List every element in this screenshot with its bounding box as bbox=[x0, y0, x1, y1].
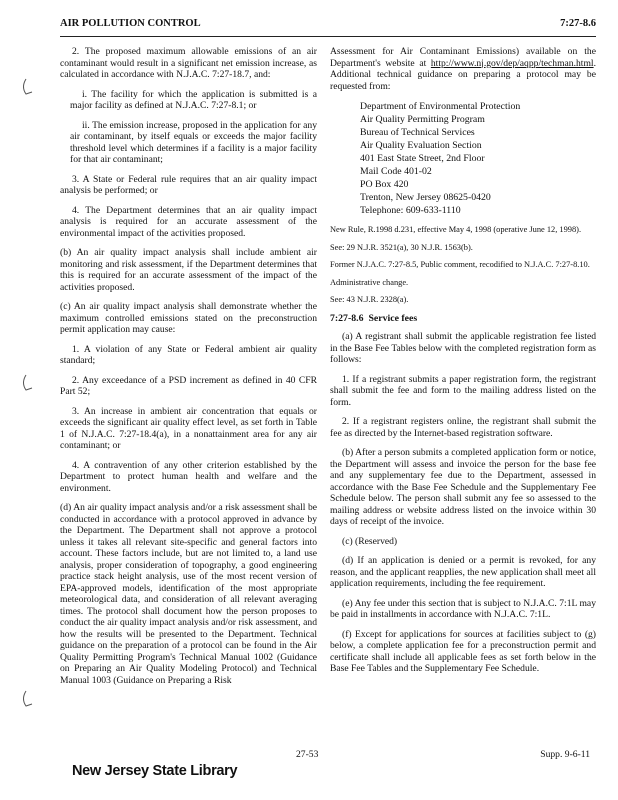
section-title: Service fees bbox=[368, 312, 418, 324]
paragraph-fee-a: (a) A registrant shall submit the applicable registration fee listed in the Base Fee Tables below with the completed registration form as follows: bbox=[330, 331, 596, 366]
paragraph-fee-c: (c) (Reserved) bbox=[342, 535, 398, 547]
paragraph-fee-d: (d) If an application is denied or a permit is revoked, for any reason, and the applicant reapplies, the new application shall meet all application requirements, including the fee requirement. bbox=[330, 555, 596, 590]
paragraph-c: (c) An air quality impact analysis shall demonstrate whether the maximum controlled emissions stated on the preconstruction permit application may cause: bbox=[60, 301, 317, 335]
left-column bbox=[60, 46, 317, 694]
paragraph-a2-ii: ii. The emission increase, proposed in the application for any air contaminant, by itself equals or exceeds the major facility threshold level which determines if a facility is a major facility for that air contaminant; bbox=[70, 119, 317, 165]
address-line: Mail Code 401-02 bbox=[360, 166, 432, 177]
margin-bracket-mark bbox=[20, 374, 34, 392]
section-number: 7:27-8.6 bbox=[330, 312, 364, 324]
paragraph-a2: 2. The proposed maximum allowable emissions of an air contaminant would result in a significant net emission increase, as calculated in accordance with N.J.A.C. 7:27-18.7, and: bbox=[60, 46, 317, 80]
paragraph-c2: 2. Any exceedance of a PSD increment as defined in 40 CFR Part 52; bbox=[60, 374, 317, 397]
paragraph-d-continued: Assessment for Air Contaminant Emissions) available on the Department's website at http://www.nj.gov/dep/aqpp/techman.html. Additional technical guidance on preparing a protocol may be requested from: bbox=[330, 46, 596, 92]
address-line: Bureau of Technical Services bbox=[360, 127, 475, 138]
techman-link[interactable]: http://www.nj.gov/dep/aqpp/techman.html bbox=[430, 57, 594, 69]
address-line: Air Quality Permitting Program bbox=[360, 114, 485, 125]
history-note: Former N.J.A.C. 7:27-8.5, Public comment, recodified to N.J.A.C. 7:27-8.10. bbox=[330, 260, 590, 270]
paragraph-fee-e: (e) Any fee under this section that is subject to N.J.A.C. 7:1L may be paid in installments in accordance with N.J.A.C. 7:1L. bbox=[330, 597, 596, 621]
paragraph-c3: 3. An increase in ambient air concentration that equals or exceeds the significant air quality effect level, as set forth in Table 1 of N.J.A.C. 7:27-18.4(a), in a nonattainment area for any air contaminant; or bbox=[60, 405, 317, 451]
paragraph-a3: 3. A State or Federal rule requires that an air quality impact analysis be performed; or bbox=[60, 173, 317, 196]
header-section-number: 7:27-8.6 bbox=[560, 18, 596, 29]
paragraph-d: (d) An air quality impact analysis and/or a risk assessment shall be conducted in accordance with a protocol approved in advance by the Department. The Department shall not approve a protocol unless it takes all relevant site-specific and general factors into account. These factors include, but are not limited to, a land use analysis, proper consideration of topography, a good engineering practice stack height analysis, use of the most recent version of EPA-approved models, identification of the most appropriate meteorological data, and consideration of all relevant averaging times. The protocol shall document how the person proposes to conduct the air quality impact analysis and/or risk assessment, and how the results will be presented to the Department. Technical guidance on the preparation of a protocol can be found in the Air Quality Permitting Program's Technical Manual 1002 (Guidance on Preparing an Air Quality Modeling Protocol) and Technical Manual 1003 (Guidance on Preparing a Risk bbox=[60, 502, 317, 686]
header-title: AIR POLLUTION CONTROL bbox=[60, 18, 201, 29]
page-number: 27-53 bbox=[296, 749, 319, 760]
address-line: Air Quality Evaluation Section bbox=[360, 140, 482, 151]
address-line: Department of Environmental Protection bbox=[360, 101, 521, 112]
paragraph-fee-b: (b) After a person submits a completed application form or notice, the Department will assess and invoice the person for the base fee and any supplementary fee due to the Department, assessed in accordance with the Base Fee Schedule and the Supplementary Fee Schedule below. The person shall submit any fee so assessed to the mailing address or website address listed on the invoice within 30 days of receipt of the invoice. bbox=[330, 447, 596, 528]
paragraph-fee-a2: 2. If a registrant registers online, the registrant shall submit the fee as directed by the Internet-based registration software. bbox=[330, 416, 596, 439]
paragraph-a4: 4. The Department determines that an air quality impact analysis is required for an accurate assessment of the environmental impact of the activities proposed. bbox=[60, 204, 317, 239]
header-rule bbox=[60, 36, 596, 37]
history-note: See: 29 N.J.R. 3521(a), 30 N.J.R. 1563(b). bbox=[330, 242, 473, 252]
history-notes bbox=[330, 225, 596, 305]
history-note: See: 43 N.J.R. 2328(a). bbox=[330, 295, 409, 305]
address-line: PO Box 420 bbox=[360, 179, 409, 190]
paragraph-c1: 1. A violation of any State or Federal ambient air quality standard; bbox=[60, 343, 317, 366]
library-watermark: New Jersey State Library bbox=[72, 763, 238, 779]
margin-bracket-mark bbox=[20, 78, 34, 96]
address-line: 401 East State Street, 2nd Floor bbox=[360, 153, 485, 164]
section-heading bbox=[330, 313, 596, 325]
right-column bbox=[330, 46, 596, 683]
history-note: Administrative change. bbox=[330, 277, 409, 287]
paragraph-c4: 4. A contravention of any other criterion established by the Department to protect human health and welfare and the environment. bbox=[60, 459, 317, 494]
paragraph-b: (b) An air quality impact analysis shall include ambient air monitoring and risk assessment, if the Department determines that this is required for an accurate assessment of the impact of the activities proposed. bbox=[60, 247, 317, 293]
address-line: Trenton, New Jersey 08625-0420 bbox=[360, 192, 491, 203]
address-line: Telephone: 609-633-1110 bbox=[360, 205, 461, 216]
running-header bbox=[60, 18, 596, 34]
history-note: New Rule, R.1998 d.231, effective May 4, 1998 (operative June 12, 1998). bbox=[330, 225, 582, 234]
paragraph-a2-i: i. The facility for which the application is submitted is a major facility as defined at N.J.A.C. 7:27-8.1; or bbox=[70, 88, 317, 111]
supplement-date: Supp. 9-6-11 bbox=[540, 749, 590, 760]
paragraph-fee-a1: 1. If a registrant submits a paper registration form, the registrant shall submit the fee and form to the mailing address listed on the form. bbox=[330, 373, 596, 408]
mailing-address bbox=[330, 100, 596, 217]
paragraph-fee-f: (f) Except for applications for sources at facilities subject to (g) below, a complete application fee for a preconstruction permit and certificate shall include all applicable fees as set forth below in the Base Fee Tables and the Supplementary Fee Schedule. bbox=[330, 628, 596, 675]
margin-bracket-mark bbox=[20, 690, 34, 708]
